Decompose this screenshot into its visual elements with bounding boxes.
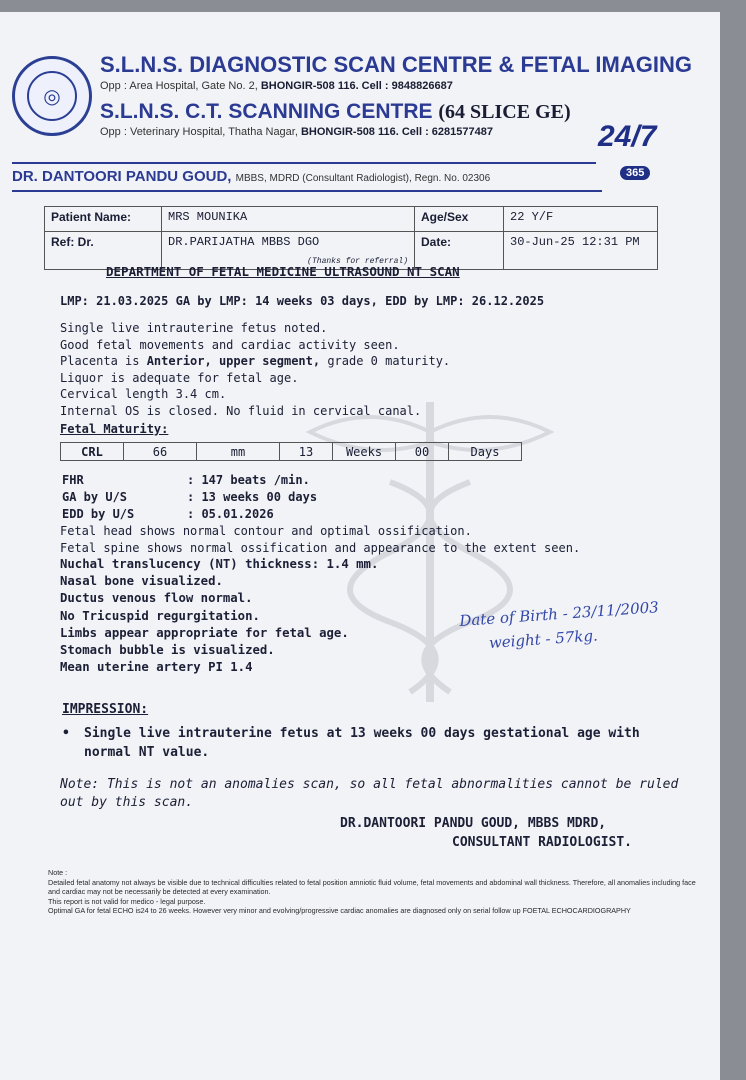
footnote: Detailed fetal anatomy not always be visible due to technical difficulties related to fetal position amniotic fluid volume, fetal movements and abdominal wall thickness. Therefore, all anomalies including face and cardiac may not be necessarily be detected at every examination.	[48, 877, 696, 897]
measurement-row	[62, 506, 317, 523]
findings-block	[60, 320, 450, 419]
footnotes	[48, 868, 698, 916]
address-1-bold: BHONGIR-508 116. Cell : 9848826687	[260, 80, 453, 92]
bold-finding: No Tricuspid regurgitation.	[60, 608, 260, 623]
ref-doctor: DR.PARIJATHA MBBS DGO	[168, 235, 320, 249]
centre-title-2	[100, 100, 571, 124]
measurement-key: EDD by U/S	[62, 507, 135, 521]
observations	[60, 523, 580, 556]
crl-cell: 13	[280, 443, 333, 461]
centre-logo	[12, 56, 92, 136]
patient-name: MRS MOUNIKA	[162, 207, 415, 232]
signature-block	[340, 814, 632, 852]
finding-line: Cervical length 3.4 cm.	[60, 387, 227, 401]
age-label: Age/Sex	[415, 207, 504, 232]
observation-line: Fetal spine shows normal ossification and appearance to the extent seen.	[60, 540, 581, 555]
patient-name-label: Patient Name:	[45, 207, 162, 232]
report-sheet	[0, 12, 720, 1080]
crl-cell: Days	[449, 443, 522, 461]
measurement-value: : 147 beats /min.	[187, 473, 310, 487]
impression-text: Single live intrauterine fetus at 13 weeks 00 days gestational age with normal NT value.	[84, 726, 640, 760]
measurements	[62, 472, 317, 523]
measurement-row	[62, 472, 317, 489]
measurement-key: FHR	[62, 473, 84, 487]
observation-line: Fetal head shows normal contour and optimal ossification.	[60, 524, 472, 538]
measurement-value: : 05.01.2026	[187, 507, 274, 521]
finding-line: Single live intrauterine fetus noted.	[60, 321, 328, 335]
department-title: DEPARTMENT OF FETAL MEDICINE ULTRASOUND NT SCAN	[106, 264, 460, 279]
footnote: This report is not valid for medico - legal purpose.	[48, 896, 206, 906]
centre-address-1	[100, 80, 453, 92]
table-row	[61, 443, 522, 461]
centre-title-1: S.L.N.S. DIAGNOSTIC SCAN CENTRE & FETAL IMAGING	[100, 52, 692, 77]
crl-cell: Weeks	[333, 443, 396, 461]
doctor-name: DR. DANTOORI PANDU GOUD,	[12, 168, 232, 185]
header-rule-2	[12, 190, 602, 192]
finding-line: Good fetal movements and cardiac activity seen.	[60, 337, 400, 352]
finding-line: Liquor is adequate for fetal age.	[60, 370, 299, 385]
footnote: Optimal GA for fetal ECHO is24 to 26 weeks. However very minor and evolving/progressive cardiac anomalies are diagnosed only on serial follow up FOETAL ECHOCARDIOGRAPHY	[48, 906, 631, 916]
ref-label: Ref: Dr.	[45, 232, 162, 270]
address-1-text: Opp : Area Hospital, Gate No. 2,	[100, 80, 261, 92]
measurement-key: GA by U/S	[62, 490, 128, 504]
impression-item	[62, 724, 662, 762]
centre-title-2-text: S.L.N.S. C.T. SCANNING CENTRE	[100, 100, 433, 123]
crl-cell: mm	[197, 443, 280, 461]
patient-info-table	[44, 206, 658, 270]
bold-finding: Stomach bubble is visualized.	[60, 643, 275, 658]
thanks-note: (Thanks for referral)	[307, 257, 408, 266]
placenta-line	[60, 353, 450, 370]
impression-row	[62, 724, 662, 762]
centre-title-2-suffix: (64 SLICE GE)	[438, 101, 571, 123]
crl-cell: CRL	[61, 443, 124, 461]
date-label: Date:	[415, 232, 504, 270]
doctor-line	[12, 168, 490, 185]
bold-finding: Limbs appear appropriate for fetal age.	[60, 625, 349, 640]
finding-line: Internal OS is closed. No fluid in cervical canal.	[60, 403, 422, 418]
impression-label: IMPRESSION:	[62, 702, 149, 717]
footnote: Note :	[48, 868, 68, 877]
report-date: 30-Jun-25 12:31 PM	[504, 232, 658, 270]
bold-finding: Nasal bone visualized.	[60, 574, 223, 589]
signature-line-2: CONSULTANT RADIOLOGIST.	[452, 835, 633, 850]
measurement-value: : 13 weeks 00 days	[187, 490, 318, 504]
centre-address-2	[100, 126, 493, 138]
placenta-pre: Placenta is	[60, 354, 147, 368]
badge-sub: 365	[620, 166, 650, 180]
header-rule	[12, 162, 596, 164]
measurement-row	[62, 489, 317, 506]
address-2-bold: BHONGIR-508 116. Cell : 6281577487	[300, 126, 493, 138]
address-2-text: Opp : Veterinary Hospital, Thatha Nagar,	[100, 126, 301, 138]
crl-cell: 00	[396, 443, 449, 461]
fetal-maturity-label: Fetal Maturity:	[60, 422, 169, 436]
handwritten-weight: weight - 57kg.	[488, 626, 599, 652]
signature-line-1: DR.DANTOORI PANDU GOUD, MBBS MDRD,	[340, 816, 607, 831]
badge-main: 24/7	[598, 120, 657, 153]
crl-cell: 66	[124, 443, 197, 461]
patient-age: 22 Y/F	[504, 207, 658, 232]
placenta-bold: Anterior, upper segment,	[146, 354, 321, 368]
bullet-icon: •	[62, 726, 70, 741]
bold-finding: Nuchal translucency (NT) thickness: 1.4 mm.	[60, 557, 379, 571]
24x7-badge	[598, 120, 678, 188]
handwritten-dob: Date of Birth - 23/11/2003	[458, 598, 660, 630]
bold-finding: Mean uterine artery PI 1.4	[60, 660, 253, 675]
bold-findings	[60, 556, 378, 676]
scanner-icon: ◎	[27, 71, 77, 121]
lmp-line: LMP: 21.03.2025 GA by LMP: 14 weeks 03 days, EDD by LMP: 26.12.2025	[60, 294, 545, 308]
placenta-post: grade 0 maturity.	[320, 354, 451, 368]
table-row	[45, 207, 658, 232]
disclaimer: Note: This is not an anomalies scan, so all fetal abnormalities cannot be ruled out by this scan.	[60, 777, 679, 810]
doctor-qualifications: MBBS, MDRD (Consultant Radiologist), Regn. No. 02306	[235, 173, 491, 184]
crl-table	[60, 442, 522, 461]
bold-finding: Ductus venous flow normal.	[60, 591, 253, 606]
